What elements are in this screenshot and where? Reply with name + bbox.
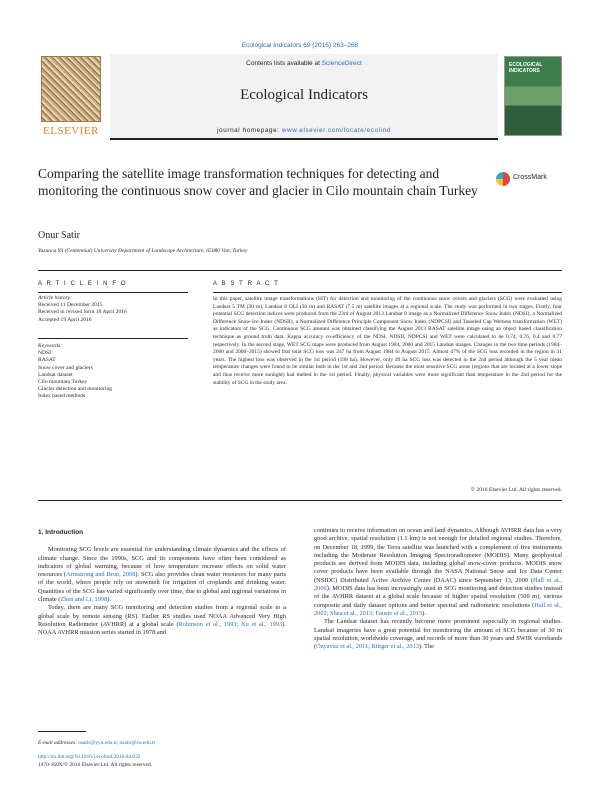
article-title: Comparing the satellite image transformation techniques for detecting and monitoring the continuous snow cover and glacier in Cilo mountain chain Turkey (38, 166, 478, 198)
article-history (38, 295, 188, 324)
journal-header (38, 54, 562, 140)
crossmark-label: CrossMark (513, 174, 547, 181)
history-label: Article history: (38, 295, 73, 301)
page-footer (38, 739, 286, 769)
abstract-text: In this paper, satellite image transformations (SIT) for detection and monitoring of the continuous snow covers and glaciers (SCG) were evaluated using Landsat 5 TM (30 m), Landsat 8 OLI (30 m) and RASAT (7.5 m) satellite images at a regional scale. The study was performed in two stages. Firstly, four potential SCG detection indices were produced from the 23rd of August 2013 Landsat 8 image as a Normalized Difference Snow Index (NDSI), a Normalized Difference Snow-Ice Index (NDSII), a Normalized Difference Principle Component Snow Index (NDPCSI) and Tasseled Cap Wetness transformation (WET) as indicators of the SCG. Continuous SCG amount was obtained classifying the August 2013 RASAT satellite image using an object based classification technique as ground truth data. Kappa accuracy co-efficiency of the NDSI, NDSII, NDPCSI and WET were calculated to be 0.74, 0.76, 0.4 and 0.77 respectively. In the second stage, WET SCG maps were produced from August 1984, 2000 and 2015 Landsat images. Changes in the two time periods (1984–2000 and 2000–2015) showed that total SCG loss was 247 ha from August 1984 to August 2015. Almost 47% of the SCG loss recorded in the region in 31 years. The highest loss was observed in the 1st period (198 ha). However, only 49 ha SCG loss was detected in the 2nd period although the 5 year mean temperature changes were found to be similar both in the 1st and 2nd period. Because the most sensitive SCG areas (regions that are located at a lower slope and thus receive more sunlight) had melted in the 1st period. Finally, physical variables were more significant than temperature in the 2nd period for the stability of SCG in the study area. (213, 296, 562, 386)
crossmark-icon (496, 172, 510, 186)
citation-link[interactable]: Özyavuz et al., 2011; Rittger et al., 2013 (316, 643, 419, 651)
divider (38, 292, 188, 293)
paragraph: The Landsat dataset has recently become more prominent especially in regional studies. Landsat imageries have a great potential for monitoring the amount of SCG because of 30 m spatial resolution, worldwide coverage, and records of more than 30 years and SWIR wavebands (Özyavuz et al., 2011; Rittger et al., 2013). The (314, 618, 562, 651)
contents-prefix: Contents lists available at (246, 60, 320, 67)
section-heading: 1. Introduction (38, 529, 84, 536)
journal-citation[interactable]: Ecological Indicators 69 (2016) 263–268 (241, 42, 359, 49)
citation-link[interactable]: Robinson et al., 1993; Xu et al., 1993 (178, 620, 283, 628)
paragraph: Monitoring SCG levels are essential for understanding climate dynamics and the effects of climate change. Since the 1990s, SCG and its components have often been considered as indicators of global warming, because of how temperature increase effects on solid water resources (Armstrong and Brun, 2008). SCG also provides clean water resources for many parts of the world, where people rely on snowmelt for irrigation of croplands and drinking water. Quantities of the SCG has varied significantly over time, due to global and regional variations in climate (Zhen and Li, 1998). (38, 546, 287, 604)
intro-left-column (38, 527, 286, 638)
divider (38, 500, 562, 501)
divider (38, 338, 188, 339)
sciencedirect-link[interactable]: ScienceDirect (321, 60, 362, 67)
homepage-link[interactable]: www.elsevier.com/locate/ecolind (281, 127, 391, 134)
contents-line (110, 60, 498, 67)
cover-title: ECOLOGICAL INDICATORS (509, 62, 543, 74)
keyword: Landsat dataset (38, 371, 73, 378)
elsevier-tree-emblem (41, 56, 101, 122)
keyword: Cilo mountain Turkey (38, 379, 88, 386)
masthead (110, 54, 498, 140)
email-footnote: E-mail addresses: osatir@yyu.edu.tr, osatir@cu.edu.tr (38, 740, 156, 746)
paragraph: Today, there are many SCG monitoring and detection studies from a regional scale to a global scale by remote sensing (RS). Earlier RS studies used NOAA Advanced Very High Resolution Radiometer (AVHRR) at a global scale (Robinson et al., 1993; Xu et al., 1993). NOAA AVHRR mission series started in 1978 and (38, 604, 286, 637)
intro-right-column (314, 527, 562, 651)
journal-cover-image (504, 56, 562, 136)
journal-homepage (110, 127, 498, 134)
doi-link[interactable]: http://dx.doi.org/10.1016/j.ecolind.2016.04.032 (38, 754, 141, 760)
keyword: NDSI (38, 350, 52, 357)
keywords-label: Keywords: (38, 343, 63, 349)
author-affiliation: Yuzuncu Yil (Centennial) University Department of Landscape Architecture, 65080 Van, Turkey (38, 248, 248, 254)
abstract-heading: A B S T R A C T (213, 281, 280, 287)
keyword: Index based methods (38, 393, 86, 400)
keyword: Glacier detection and monitoring (38, 386, 113, 393)
history-received: Received 11 December 2015 (38, 302, 103, 309)
history-accepted: Accepted 19 April 2016 (38, 316, 92, 323)
author-name: Onur Satir (38, 230, 80, 241)
citation-link[interactable]: Armstrong and Brun, 2008 (66, 571, 136, 579)
citation-link[interactable]: Hall et al., 2002; Shea et al., 2013; Fausto et al., 2015 (314, 601, 562, 617)
footnote-rule (38, 731, 86, 732)
issn-line: 1470-160X/© 2016 Elsevier Ltd. All rights reserved. (38, 762, 152, 768)
keyword: RASAT (38, 357, 56, 364)
elsevier-logo (38, 54, 104, 140)
keywords (38, 343, 188, 401)
elsevier-wordmark: ELSEVIER (43, 125, 99, 137)
abstract-copyright: © 2016 Elsevier Ltd. All rights reserved. (470, 487, 562, 493)
keyword: Snow cover and glaciers (38, 364, 93, 371)
history-revised: Received in revised form 18 April 2016 (38, 309, 127, 316)
divider (213, 292, 562, 293)
journal-title: Ecological Indicators (240, 87, 368, 103)
email-link[interactable]: osatir@yyu.edu.tr, osatir@cu.edu.tr (78, 740, 156, 746)
divider (38, 270, 562, 271)
citation-link[interactable]: Zhen and Li, 1998 (60, 596, 108, 604)
paragraph: continues to receive information on ocean and land dynamics. Although AVHRR data has a very good archive, spatial resolution (1.1 km) is not enough for detailed regional studies. Therefore, on December 18, 1999, the Terra satellite was launched with a complement of five instruments including the Moderate Resolution Imaging Spectroradiometer (MODIS). Many geophysical products are derived from MODIS data, including global snow-cover products. MODIS snow cover products have been available through the NASA National Snow and Ice Data Center (NSIDC) Distributed Active Archive Center (DAAC) since September 13, 2000 (Hall et al., 2006). MODIS data has been increasingly used in SCG monitoring and detection studies instead of the AVHRR dataset at a global scale because of higher spatial resolution (500 m), various composite and daily dataset options and better spectral and radiometric resolutions (Hall et al., 2002; Shea et al., 2013; Fausto et al., 2015). (314, 527, 562, 617)
homepage-prefix: journal homepage: (217, 127, 280, 134)
citation-link[interactable]: Hall et al., 2006 (314, 576, 562, 593)
article-info-heading: A R T I C L E I N F O (38, 281, 128, 287)
crossmark-button[interactable] (496, 172, 562, 188)
